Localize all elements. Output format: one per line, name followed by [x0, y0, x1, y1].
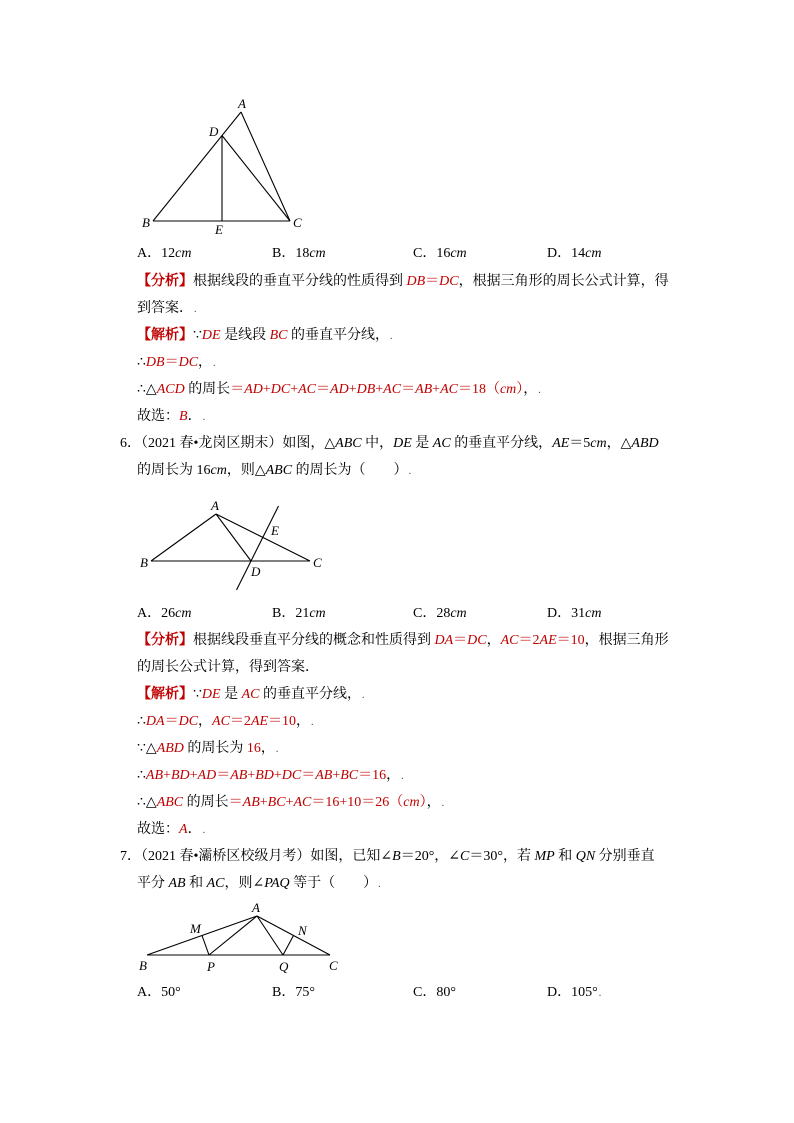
text-run: 分别垂直	[595, 849, 655, 864]
math-letter: cm	[175, 246, 192, 261]
math-letter: C	[460, 849, 470, 864]
text-run: 的周长公式计算，得到答案．	[137, 660, 319, 675]
text-line	[137, 708, 767, 735]
math-letter: BD	[170, 768, 190, 783]
option-d	[547, 240, 601, 267]
q6-stem	[120, 430, 767, 484]
math-expression: ＝AD+DC+AC＝AD+DB+AC＝AB+AC＝18（cm）	[230, 382, 524, 397]
math-letter: cm	[309, 606, 326, 621]
format-mark: .	[408, 466, 412, 477]
math-expression	[207, 876, 225, 891]
option-label: D．	[547, 606, 572, 621]
math-letter: BD	[255, 768, 274, 783]
text-run: ，	[386, 768, 401, 783]
math-letter: AC	[383, 382, 402, 397]
text-run: 的周长为	[183, 741, 247, 756]
math-expression	[393, 436, 412, 451]
math-letter: cm	[175, 606, 192, 621]
math-letter: AC	[241, 687, 260, 702]
figure-triangle-q7	[130, 895, 345, 975]
text-run: 根据线段的垂直平分线的性质得到	[193, 274, 407, 289]
text-run: ，根据三角形的周长公式计算，得	[458, 274, 669, 289]
math-expression: AC＝2AE＝10	[500, 633, 585, 648]
text-line	[137, 322, 767, 349]
math-letter: AD	[244, 382, 263, 397]
format-mark: .	[378, 879, 381, 890]
math-letter: AD	[330, 382, 349, 397]
math-letter: cm	[403, 795, 420, 810]
math-expression: 16	[246, 741, 261, 756]
math-letter: cm	[450, 246, 467, 261]
math-letter: DC	[178, 714, 199, 729]
text-line	[137, 735, 767, 762]
option-label: A．	[137, 246, 162, 261]
text-line	[137, 349, 767, 376]
format-mark: .	[598, 988, 602, 999]
segment-ab	[151, 514, 216, 561]
math-letter: PAQ	[264, 876, 290, 891]
math-expression: AC＝2AE＝10	[212, 714, 297, 729]
text-run: 故选：	[137, 409, 179, 424]
math-letter: DE	[393, 436, 412, 451]
math-letter: cm	[585, 606, 602, 621]
text-run: ．	[187, 822, 202, 837]
point-label-q: Q	[279, 959, 289, 974]
math-expression	[335, 436, 361, 451]
math-expression: DB＝DC	[406, 274, 459, 289]
math-expression	[179, 409, 188, 424]
math-expression	[157, 795, 183, 810]
option-c	[413, 600, 467, 627]
point-label-b: B	[139, 958, 147, 973]
text-run: 的周长	[183, 795, 229, 810]
option-label: A．	[137, 985, 162, 1000]
option-value: 26cm	[161, 606, 192, 621]
math-expression	[202, 328, 221, 343]
math-letter: A	[179, 822, 188, 837]
point-label-d: D	[251, 564, 261, 579]
math-letter: AC	[298, 382, 317, 397]
text-line	[137, 403, 767, 430]
text-run: 的周长为	[137, 463, 197, 478]
math-expression	[242, 687, 260, 702]
text-run: 6．（2021 春•龙岗区期末）如图，△	[120, 436, 336, 451]
segment-qn	[283, 936, 294, 956]
text-line	[137, 295, 767, 322]
text-line	[120, 430, 767, 457]
math-letter: AB	[168, 876, 186, 891]
math-letter: AC	[440, 382, 458, 397]
section-label: 【解析】	[137, 687, 193, 702]
text-line	[137, 870, 767, 897]
math-expression: 16cm	[196, 463, 227, 478]
point-label-p: P	[207, 959, 215, 974]
text-line	[137, 376, 767, 403]
text-run: 是线段	[220, 328, 270, 343]
math-expression	[157, 382, 185, 397]
math-letter: AD	[197, 768, 217, 783]
math-letter: ABC	[335, 436, 362, 451]
math-letter: DB	[356, 382, 376, 397]
segment-ba	[153, 112, 241, 221]
option-d	[547, 600, 601, 627]
math-expression	[169, 876, 186, 891]
q6-analysis	[137, 627, 767, 681]
math-letter: AB	[242, 795, 260, 810]
text-run: ，	[296, 714, 311, 729]
section-label: 【分析】	[137, 633, 193, 648]
math-letter: DC	[281, 768, 302, 783]
q7-stem	[120, 843, 767, 897]
option-value: 105°	[571, 985, 598, 1000]
text-run: 故选：	[137, 822, 179, 837]
text-run: ．	[187, 409, 202, 424]
section-label: 【分析】	[137, 274, 193, 289]
text-line	[137, 654, 767, 681]
text-run: 中，	[361, 436, 394, 451]
math-expression: ＝AB+BC+AC＝16+10＝26（cm）	[228, 795, 427, 810]
math-letter: AC	[212, 714, 230, 729]
figure-triangle-q5	[130, 90, 320, 240]
math-letter: AB	[415, 382, 433, 397]
text-run: ＝30°，若	[469, 849, 535, 864]
q5-options	[137, 240, 697, 267]
text-run: 的垂直平分线，	[259, 687, 361, 702]
math-letter: DC	[467, 633, 487, 648]
math-letter: QN	[575, 849, 596, 864]
q6-solution	[137, 681, 767, 843]
text-run: ∵	[193, 328, 202, 343]
q5-solution	[137, 322, 767, 430]
math-letter: DB	[406, 274, 426, 289]
math-letter: cm	[309, 246, 326, 261]
math-letter: ABC	[156, 795, 184, 810]
math-expression	[576, 849, 595, 864]
math-letter: cm	[450, 606, 467, 621]
math-expression	[460, 849, 469, 864]
math-expression	[179, 822, 188, 837]
math-letter: DA	[434, 633, 454, 648]
figure-triangle-q6	[130, 495, 330, 600]
text-line	[137, 762, 767, 789]
math-letter: cm	[590, 436, 607, 451]
math-letter: AC	[500, 633, 519, 648]
text-line	[137, 457, 767, 484]
point-label-d: D	[209, 124, 219, 139]
text-run: 是	[220, 687, 242, 702]
point-label-e: E	[271, 523, 279, 538]
section-label: 【解析】	[137, 328, 193, 343]
format-mark: .	[311, 717, 314, 728]
option-label: B．	[272, 985, 296, 1000]
text-block-1	[120, 268, 767, 484]
format-mark: .	[202, 825, 206, 836]
segment-mp	[202, 936, 209, 956]
option-label: C．	[413, 985, 437, 1000]
option-c	[413, 240, 467, 267]
text-run: ∴△	[137, 795, 157, 810]
option-label: D．	[547, 246, 572, 261]
option-value: 12cm	[161, 246, 192, 261]
option-value: 21cm	[295, 606, 326, 621]
option-value: 18cm	[295, 246, 326, 261]
math-letter: DC	[439, 274, 459, 289]
point-label-n: N	[298, 923, 307, 938]
math-expression: AE＝5cm	[552, 436, 607, 451]
text-run: 等于（ ）	[289, 876, 378, 891]
math-expression: DA＝DC	[434, 633, 487, 648]
option-label: A．	[137, 606, 162, 621]
math-letter: AB	[145, 768, 164, 783]
segment-ac	[241, 112, 290, 221]
math-letter: ABD	[631, 436, 659, 451]
math-letter: AE	[539, 633, 557, 648]
q6-options	[137, 600, 697, 627]
text-block-2	[120, 627, 767, 897]
option-b	[272, 600, 326, 627]
point-label-a: A	[211, 498, 219, 513]
format-mark: .	[213, 358, 216, 369]
math-expression	[157, 741, 184, 756]
point-label-m: M	[190, 921, 201, 936]
text-run: ∴△	[137, 382, 157, 397]
text-run: ，	[426, 795, 441, 810]
math-letter: AE	[250, 714, 269, 729]
text-line	[137, 268, 767, 295]
math-expression: AB+BD+AD＝AB+BD+DC＝AB+BC＝16	[145, 768, 387, 783]
option-value: 80°	[436, 985, 456, 1000]
text-run: 和	[554, 849, 576, 864]
option-value: 50°	[161, 985, 181, 1000]
text-run: 平分	[137, 876, 169, 891]
math-letter: AB	[230, 768, 248, 783]
math-letter: BC	[267, 795, 286, 810]
math-expression	[266, 463, 292, 478]
format-mark: .	[401, 771, 404, 782]
format-mark: .	[202, 412, 206, 423]
text-line	[137, 681, 767, 708]
option-a	[137, 240, 191, 267]
math-expression	[202, 687, 221, 702]
option-label: C．	[413, 606, 437, 621]
math-letter: cm	[210, 463, 227, 478]
text-run: ，	[198, 714, 213, 729]
text-run: ∵△	[137, 741, 157, 756]
segment-aq	[257, 916, 283, 955]
format-mark: .	[194, 304, 197, 315]
math-letter: B	[392, 849, 401, 864]
math-expression	[264, 876, 289, 891]
option-d	[547, 979, 601, 1007]
text-run: 的周长	[184, 382, 231, 397]
segment-ad	[216, 514, 251, 561]
math-letter: cm	[585, 246, 602, 261]
text-run: 7．（2021 春•灞桥区校级月考）如图，已知∠	[120, 849, 393, 864]
text-run: ∵	[193, 687, 202, 702]
math-letter: ABD	[156, 741, 184, 756]
option-label: B．	[272, 606, 296, 621]
text-run: ，则∠	[224, 876, 265, 891]
math-expression: DA＝DC	[145, 714, 199, 729]
math-letter: cm	[499, 382, 517, 397]
math-letter: DA	[145, 714, 165, 729]
math-letter: ACD	[156, 382, 185, 397]
math-letter: BC	[269, 328, 288, 343]
text-run: ，则△	[226, 463, 266, 478]
segment-dc	[222, 136, 290, 222]
text-run: 的垂直平分线，	[450, 436, 553, 451]
option-value: 28cm	[436, 606, 467, 621]
option-value: 14cm	[571, 246, 602, 261]
text-line	[137, 789, 767, 816]
q7-options	[137, 979, 697, 1006]
text-line	[137, 627, 767, 654]
math-letter: DB	[145, 355, 165, 370]
format-mark: .	[441, 798, 445, 809]
math-expression	[535, 849, 555, 864]
point-label-c: C	[313, 555, 322, 570]
text-run: ＝20°，∠	[400, 849, 461, 864]
point-label-a: A	[252, 900, 260, 915]
text-run: 到答案．	[137, 301, 193, 316]
math-letter: AE	[552, 436, 570, 451]
format-mark: .	[361, 690, 365, 701]
math-letter: AB	[315, 768, 333, 783]
option-label: C．	[413, 246, 437, 261]
math-letter: B	[179, 409, 188, 424]
math-expression	[392, 849, 401, 864]
option-value: 31cm	[571, 606, 602, 621]
text-run: 的周长为（ ）	[292, 463, 408, 478]
text-run: ，	[523, 382, 538, 397]
text-run: 是	[411, 436, 433, 451]
point-label-c: C	[329, 958, 338, 973]
option-label: D．	[547, 985, 572, 1000]
text-run: ∴	[137, 355, 146, 370]
text-run: ∴	[137, 768, 146, 783]
text-run: ，	[486, 633, 501, 648]
text-line	[120, 843, 767, 870]
text-run: ，△	[606, 436, 632, 451]
math-letter: DE	[201, 328, 221, 343]
format-mark: .	[389, 331, 393, 342]
point-label-c: C	[293, 215, 302, 230]
segment-ap	[209, 916, 257, 955]
text-run: 的垂直平分线，	[287, 328, 389, 343]
math-letter: ABC	[265, 463, 293, 478]
option-b	[272, 979, 315, 1006]
format-mark: .	[538, 385, 541, 396]
option-a	[137, 600, 191, 627]
format-mark: .	[275, 744, 279, 755]
q5-analysis	[137, 268, 767, 322]
math-expression	[631, 436, 658, 451]
math-expression: DB＝DC	[145, 355, 199, 370]
text-run: ∴	[137, 714, 146, 729]
option-a	[137, 979, 181, 1006]
math-letter: AC	[206, 876, 225, 891]
point-label-a: A	[238, 96, 246, 111]
math-expression	[270, 328, 288, 343]
math-expression	[433, 436, 451, 451]
text-run: 根据线段垂直平分线的概念和性质得到	[193, 633, 435, 648]
text-run: ，根据三角形	[584, 633, 669, 648]
math-letter: DC	[270, 382, 291, 397]
option-value: 75°	[295, 985, 315, 1000]
option-c	[413, 979, 456, 1006]
point-label-e: E	[215, 222, 223, 237]
text-run: ，	[198, 355, 213, 370]
option-label: B．	[272, 246, 296, 261]
math-letter: AC	[432, 436, 451, 451]
option-value: 16cm	[436, 246, 467, 261]
text-run: 和	[185, 876, 207, 891]
point-label-b: B	[142, 215, 150, 230]
math-letter: DE	[201, 687, 221, 702]
math-letter: MP	[534, 849, 555, 864]
text-line	[137, 816, 767, 843]
math-letter: BC	[340, 768, 359, 783]
point-label-b: B	[140, 555, 148, 570]
text-run: ，	[260, 741, 275, 756]
option-b	[272, 240, 326, 267]
math-letter: DC	[178, 355, 199, 370]
math-letter: AC	[293, 795, 312, 810]
